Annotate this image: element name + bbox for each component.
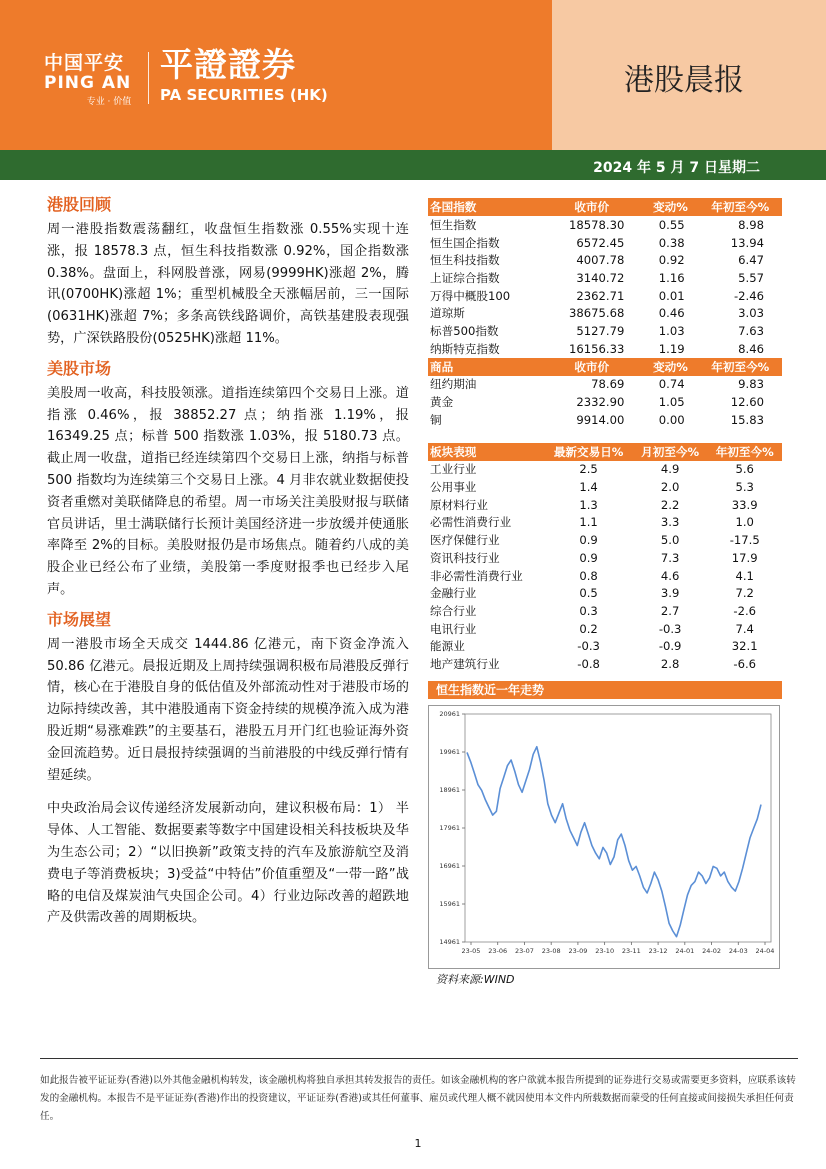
row-value: 5.57 [738,270,764,285]
row-value: 0.92 [658,253,685,268]
brand-cn: 平證證券 [160,45,296,84]
row-value: 0.38 [658,235,685,250]
row-value: 2332.90 [576,395,625,410]
row-value: 7.2 [735,586,754,601]
row-label: 道琼斯 [430,306,465,321]
ping-an-logo [44,48,131,107]
logo-cn: 中国平安 [44,52,125,74]
row-label: 恒生国企指数 [430,235,500,250]
row-value: 7.63 [738,323,764,338]
row-value: 78.69 [591,377,625,392]
col-header: 年初至今% [699,358,782,376]
row-label: 恒生科技指数 [430,253,500,268]
row-value: 3.9 [660,586,680,601]
row-value: -0.3 [658,621,682,636]
page-number: 1 [414,1137,422,1150]
x-tick-label: 23-05 [461,946,481,955]
row-value: 0.5 [579,586,598,601]
y-tick-label: 19961 [439,747,460,756]
table-row [428,655,782,673]
row-value: 1.0 [735,515,754,530]
col-header: 商品 [428,358,541,376]
footer-divider [40,1058,798,1059]
indices-table [428,198,782,429]
row-value: 2362.71 [576,288,625,303]
data-column [428,198,782,987]
table-row [428,234,782,252]
table-row [428,304,782,322]
row-label: 资讯科技行业 [430,550,500,565]
row-value: 1.19 [658,341,685,356]
outlook-title: 市场展望 [47,609,112,629]
row-value: 33.9 [731,497,758,512]
row-value: -0.9 [658,639,682,654]
x-tick-label: 23-10 [595,946,615,955]
table-row [428,637,782,655]
hsi-series-line [467,747,761,937]
col-header: 变动% [642,198,698,216]
row-value: -0.8 [577,656,600,671]
row-value: 2.0 [660,480,680,495]
row-value: 1.4 [579,480,598,495]
row-value: -2.46 [734,288,764,303]
row-label: 黄金 [430,395,454,410]
table-row [428,340,782,358]
indices-body [428,216,782,358]
row-value: 7.3 [660,550,680,565]
x-tick-label: 23-08 [541,946,561,955]
row-value: -0.3 [577,639,600,654]
table-row [428,269,782,287]
row-value: 3140.72 [576,270,625,285]
row-value: 9914.00 [576,412,625,427]
logo-divider [148,52,149,104]
row-label: 必需性消费行业 [430,515,512,530]
row-label: 公用事业 [430,480,477,495]
sectors-table [428,443,782,673]
row-label: 非必需性消费行业 [430,568,523,583]
row-label: 电讯行业 [430,621,477,636]
y-tick-label: 15961 [439,899,460,908]
row-value: 4.1 [735,568,754,583]
hsi-chart-svg [429,706,779,968]
y-tick-label: 17961 [439,823,460,832]
row-value: 0.01 [658,288,685,303]
x-tick-label: 23-07 [515,946,534,955]
row-value: 17.9 [731,550,758,565]
row-label: 地产建筑行业 [430,656,500,671]
row-label: 原材料行业 [430,497,488,512]
row-value: 1.05 [658,395,685,410]
outlook-text-2: 中央政治局会议传递经济发展新动向，建议积极布局：1） 半导体、人工智能、数据要素等数字中国建设相关科技板块及华为生态公司；2）“以旧换新”政策支持的汽车及旅游航空及消费电子等消费板块；3)受益“中特估”价值重塑及“一带一路”战略的电信及煤炭油气央国企公司。4）行业边际改善的超跌地产及供需改善的周期板块。 [47,801,409,926]
x-tick-label: 23-11 [621,946,641,955]
row-value: 0.00 [658,412,685,427]
table-row [428,322,782,340]
row-value: 0.9 [579,533,598,548]
plot-frame [465,714,771,942]
x-tick-label: 23-09 [568,946,588,955]
row-value: 1.1 [579,515,598,530]
table-row [428,531,782,549]
row-value: -2.6 [733,603,757,618]
row-value: 15.83 [730,412,764,427]
row-value: 0.55 [658,217,685,232]
row-value: 2.8 [660,656,680,671]
row-label: 综合行业 [430,603,477,618]
row-value: 16156.33 [569,341,625,356]
row-label: 金融行业 [430,586,477,601]
table-row [428,620,782,638]
x-tick-label: 24-03 [728,946,748,955]
header-title-panel [552,0,826,150]
outlook-text-1: 周一港股市场全天成交 1444.86 亿港元，南下资金净流入 50.86 亿港元。晨报近期及上周持续强调积极布局港股反弹行情，核心在于港股自身的低估值及外部流动性对于港股市场的边际持续改善，其中港股通南下资金持续的规模净流入成为港股近期“易涨难跌”的主要基石，港股五月开门红也验证海外资金回流趋势。近日晨报持续强调的当前港股的中线反弹行情有望延续。 [47,636,409,783]
table-row [428,287,782,305]
table-row [428,376,782,394]
brand-en: PA SECURITIES (HK) [160,86,328,104]
y-tick-label: 18961 [439,785,460,794]
chart-source: 资料来源:WIND [436,972,515,986]
x-tick-label: 24-02 [702,946,721,955]
table-row [428,514,782,532]
spacer [428,429,782,443]
col-header: 板块表现 [428,443,544,461]
pa-securities-logo [160,46,328,104]
sectors-body [428,461,782,673]
logo-en: PING AN [44,73,132,93]
commodities-header-row [428,358,782,376]
date-bar [0,150,826,180]
row-value: 2.7 [660,603,680,618]
commentary-column [47,190,409,935]
row-value: 0.3 [579,603,598,618]
x-tick-label: 24-01 [675,946,695,955]
col-header: 收市价 [541,198,642,216]
x-tick-label: 23-06 [488,946,508,955]
row-label: 纳斯特克指数 [430,341,500,356]
col-header: 年初至今% [707,443,782,461]
row-value: 5.0 [660,533,680,548]
row-label: 标普500指数 [430,323,499,338]
indices-header-row [428,198,782,216]
col-header: 年初至今% [699,198,782,216]
table-row [428,549,782,567]
table-row [428,478,782,496]
table-row [428,496,782,514]
row-label: 能源业 [430,639,465,654]
col-header: 变动% [642,358,698,376]
row-value: 1.3 [579,497,598,512]
us-market-text: 美股周一收高，科技股领涨。道指连续第四个交易日上涨。道指涨 0.46%，报 38852.27 点；纳指涨 1.19%，报 16349.25 点；标普 500 指数涨 1.03%，报 5180.73 点。截止周一收盘，道指已经连续第四个交易日上涨，纳指与标普 500 指数均为连续第三个交易日上涨。4 月非农就业数据使投资者重燃对美联储降息的希望。周一市场关注美股财报与联储官员讲话，里士满联储行长预计美国经济进一步放缓并使通胀率降至 2%的目标。美股财报仍是市场焦点。随着约八成的美股企业已经公布了业绩，美股第一季度财报季也已经步入尾声。 [47,385,409,597]
row-value: 4.9 [660,462,680,477]
row-label: 万得中概股100 [430,288,511,303]
logo-tagline: 专业 · 价值 [86,97,132,107]
row-value: 18578.30 [569,217,625,232]
col-header: 月初至今% [633,443,708,461]
row-value: 3.3 [660,515,680,530]
row-value: 3.03 [738,306,764,321]
row-value: -6.6 [733,656,757,671]
row-value: 9.83 [738,377,764,392]
row-value: 8.98 [738,217,764,232]
report-header [0,0,826,150]
table-row [428,584,782,602]
us-market-title: 美股市场 [47,358,112,378]
row-value: 8.46 [738,341,764,356]
col-header: 最新交易日% [544,443,633,461]
row-value: 0.2 [579,621,598,636]
hsi-chart [428,705,780,969]
disclaimer: 如此报告被平证证券(香港)以外其他金融机构转发，该金融机构将独自承担其转发报告的责任。如该金融机构的客户欲就本报告所提到的证券进行交易或需要更多资料，应联系该转发的金融机构。本报告不是平证证券(香港)作出的投资建议，平证证券(香港)或其任何董事、雇员或代理人概不就因使用本文件内所载数据而蒙受的任何直接或间接损失承担任何责任。 [40,1075,796,1122]
col-header: 各国指数 [428,198,541,216]
row-value: 2.5 [579,462,598,477]
table-row [428,216,782,234]
row-label: 纽约期油 [430,377,477,392]
row-value: 0.74 [658,377,685,392]
sectors-header-row [428,443,782,461]
y-tick-label: 16961 [439,861,460,870]
row-value: 13.94 [730,235,764,250]
report-title: 港股晨报 [624,63,744,98]
row-value: -17.5 [729,533,760,548]
row-value: 5127.79 [576,323,625,338]
commodities-body [428,376,782,429]
row-label: 恒生指数 [430,217,477,232]
row-value: 12.60 [730,395,764,410]
row-value: 1.16 [658,270,685,285]
row-label: 上证综合指数 [430,270,500,285]
row-value: 38675.68 [569,306,625,321]
table-row [428,251,782,269]
row-value: 0.46 [658,306,685,321]
row-value: 6.47 [738,253,764,268]
y-tick-label: 14961 [439,937,460,946]
table-row [428,411,782,429]
row-value: 6572.45 [576,235,625,250]
row-value: 4007.78 [576,253,625,268]
report-date: 2024 年 5 月 7 日星期二 [593,160,760,176]
hk-review-text: 周一港股指数震荡翻红，收盘恒生指数涨 0.55%实现十连涨，报 18578.3 点，恒生科技指数涨 0.92%，国企指数涨 0.38%。盘面上，科网股普涨，网易(9999HK)涨超 2%，腾讯(0700HK)涨超 1%；重型机械股全天涨幅居前，三一国际(0631HK)涨超 7%；多条高铁线路调价，高铁基建股表现强势，广深铁路股份(0525HK)涨超 11%。 [47,222,409,346]
row-label: 医疗保健行业 [430,533,500,548]
table-row [428,567,782,585]
row-label: 工业行业 [430,462,477,477]
x-tick-label: 24-04 [755,946,775,955]
row-value: 0.8 [579,568,598,583]
row-label: 铜 [430,412,442,427]
table-row [428,393,782,411]
table-row [428,461,782,479]
row-value: 5.6 [735,462,754,477]
x-tick-label: 23-12 [648,946,668,955]
row-value: 32.1 [731,639,758,654]
row-value: 7.4 [735,621,754,636]
row-value: 0.9 [579,550,598,565]
col-header: 收市价 [541,358,642,376]
chart-title: 恒生指数近一年走势 [428,681,782,699]
row-value: 5.3 [735,480,754,495]
table-row [428,602,782,620]
row-value: 1.03 [658,323,685,338]
hk-review-title: 港股回顾 [47,195,112,214]
row-value: 2.2 [660,497,680,512]
y-tick-label: 20961 [439,709,460,718]
row-value: 4.6 [660,568,680,583]
